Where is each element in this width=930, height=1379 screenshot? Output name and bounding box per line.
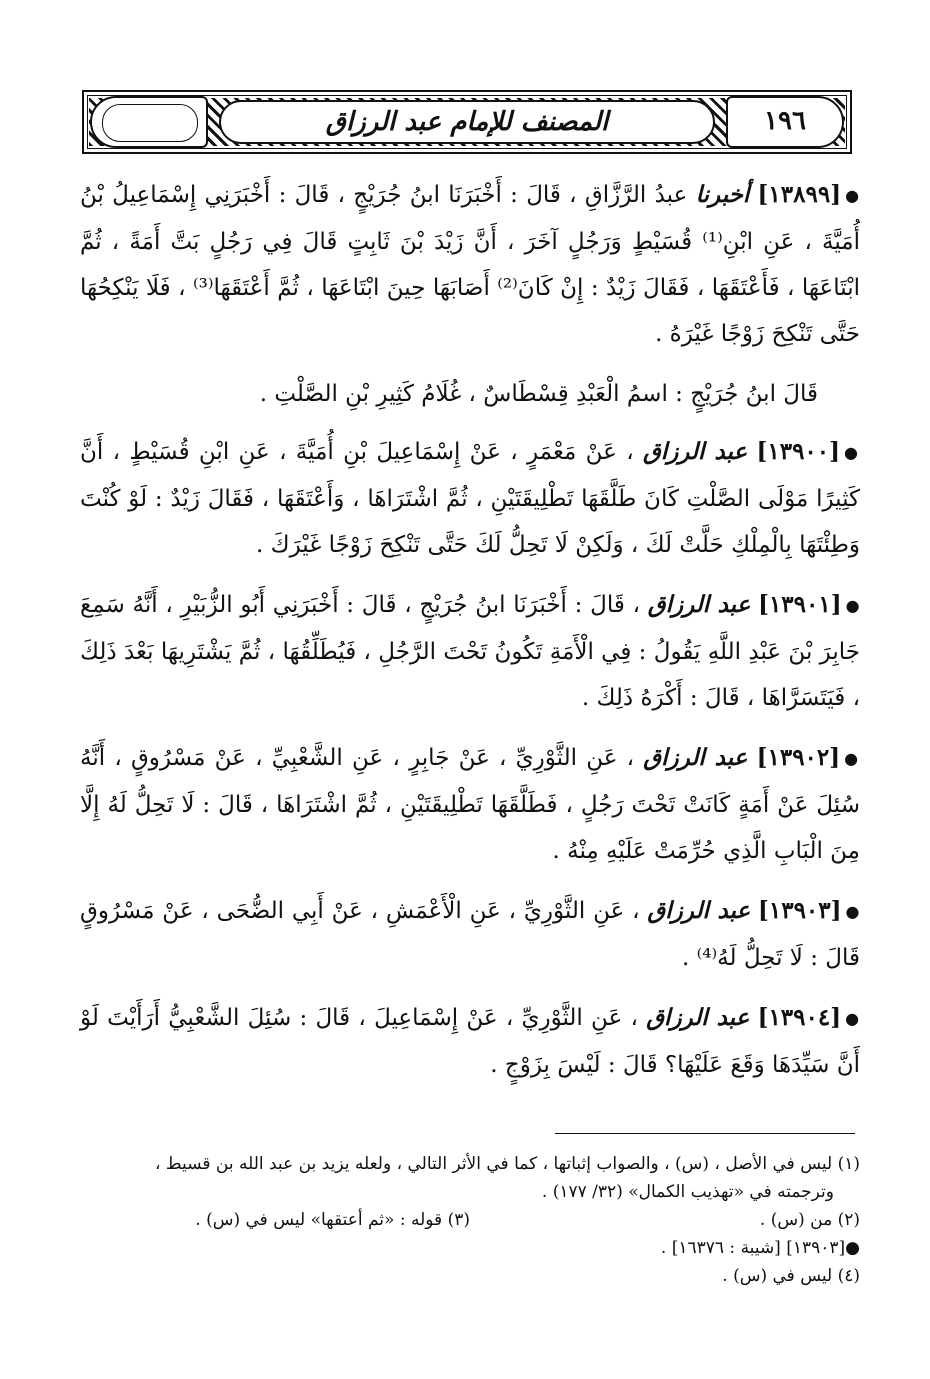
footnote-4: (٤) ليس في (س) . <box>722 1266 860 1286</box>
entry-text: ، عَنِ الثَّوْرِيِّ ، عَنْ جَابِرٍ ، عَنِ الشَّعْبِيِّ ، عَنْ مَسْرُوقٍ ، أَنَّهُ سُئِلَ عَنْ أَمَةٍ كَانَتْ تَحْتَ رَجُلٍ ، فَطَلَّقَهَا تَطْلِيقَتَيْنِ ، ثُمَّ اشْتَرَاهَا ، قَالَ : لَا تَحِلُّ لَهُ إِلَّا مِنَ الْبَابِ الَّذِي حُرِّمَتْ عَلَيْهِ مِنْهُ . <box>80 745 860 864</box>
entry-number: [١٣٩٠١] <box>758 591 842 618</box>
entry-text: ، قَالَ : أَخْبَرَنَا ابنُ جُرَيْجٍ ، قَالَ : أَخْبَرَنِي أَبُو الزُّبَيْرِ ، أَنَّهُ سَمِعَ جَابِرَ بْنَ عَبْدِ اللَّهِ يَقُولُ : فِي الْأَمَةِ تَكُونُ تَحْتَ الرَّجُلِ ، فَيُطَلِّقُهَا ، ثُمَّ يَشْتَرِيهَا بَعْدَ ذَلِكَ ، فَيَتَسَرَّاهَا ، قَالَ : أَكْرَهُ ذَلِكَ . <box>80 592 860 711</box>
footnotes <box>80 1150 860 1290</box>
entry-number: [١٣٩٠٢] <box>756 744 841 771</box>
entry-number: [١٣٨٩٩] <box>757 181 842 208</box>
entry-number: [١٣٩٠٠] <box>756 438 841 465</box>
bullet-icon: ● <box>845 596 860 615</box>
entry-text: ، عَنِ الثَّوْرِيِّ ، عَنِ الْأَعْمَشِ ، عَنْ أَبِي الضُّحَى ، عَنْ مَسْرُوقٍ قَالَ : لَا تَحِلُّ لَهُ⁽⁴⁾ . <box>80 898 860 971</box>
note-text: قَالَ ابنُ جُرَيْجٍ : اسمُ الْعَبْدِ قِسْطَاسٌ ، غُلَامُ كَثِيرِ بْنِ الصَّلْتِ . <box>259 381 818 407</box>
bullet-icon: ● <box>845 902 861 921</box>
bullet-icon: ● <box>844 749 861 768</box>
bullet-icon: ● <box>845 1009 861 1028</box>
page-number-box <box>726 96 844 148</box>
entry-source: أخبرنا <box>695 181 750 208</box>
page-number: ١٩٦ <box>764 106 806 136</box>
entry-source: عبد الرزاق <box>647 591 751 618</box>
footnote-1: (١) ليس في الأصل ، (س) ، والصواب إثباتها ، كما في الأثر التالي ، ولعله يزيد بن عبد الله بن قسيط ، <box>155 1154 860 1174</box>
footnote-row <box>80 1206 860 1234</box>
entry-13899 <box>80 172 860 357</box>
title-box <box>219 100 715 144</box>
entry-text: ، عَنْ مَعْمَرٍ ، عَنْ إِسْمَاعِيلَ بْنِ أُمَيَّةَ ، عَنِ ابْنِ قُسَيْطٍ ، أَنَّ كَثِيرًا مَوْلَى الصَّلْتِ كَانَ طَلَّقَهَا تَطْلِيقَتَيْنِ ، ثُمَّ اشْتَرَاهَا ، وَأَعْتَقَهَا ، فَقَالَ زَيْدٌ : لَوْ كُنْتَ وَطِئْتَهَا بِالْمِلْكِ حَلَّتْ لَكَ ، وَلَكِنْ لَا تَحِلُّ لَكَ حَتَّى تَنْكِحَ زَوْجًا غَيْرَكَ . <box>80 439 860 558</box>
bullet-icon: ● <box>845 1238 860 1258</box>
entry-13900 <box>80 429 860 568</box>
entry-number: [١٣٩٠٤] <box>757 1004 842 1031</box>
bullet-icon: ● <box>844 443 860 462</box>
entry-13903 <box>80 888 860 981</box>
book-title: المصنف للإمام عبد الرزاق <box>325 107 609 137</box>
footnote-3: (٣) قوله : «ثم أعتقها» ليس في (س) . <box>195 1210 470 1230</box>
seal-logo <box>102 104 198 142</box>
footnote-2: (٢) من (س) . <box>759 1210 860 1230</box>
header-seal <box>90 96 208 148</box>
entry-source: عبد الرزاق <box>647 897 751 924</box>
entry-source: عبد الرزاق <box>646 1004 750 1031</box>
entry-text: ، عَنِ الثَّوْرِيِّ ، عَنْ إِسْمَاعِيلَ ، قَالَ : سُئِلَ الشَّعْبِيُّ أَرَأَيْتَ لَوْ أَنَّ سَيِّدَهَا وَقَعَ عَلَيْهَا؟ قَالَ : لَيْسَ بِزَوْجٍ . <box>80 1005 860 1078</box>
entry-source: عبد الرزاق <box>642 438 748 465</box>
entry-note <box>80 371 860 417</box>
footnote-reference <box>80 1234 860 1262</box>
footnote-1-continued: وترجمته في «تهذيب الكمال» (٣٢/ ١٧٧) . <box>541 1182 834 1202</box>
entry-13902 <box>80 735 860 874</box>
entry-number: [١٣٩٠٣] <box>757 897 842 924</box>
reference-text: [١٣٩٠٣] [شيبة : ١٦٣٧٦] . <box>660 1238 846 1258</box>
main-text <box>80 172 860 1102</box>
page-header <box>82 90 852 154</box>
entry-13901 <box>80 582 860 721</box>
entry-text: عبدُ الرَّزَّاقِ ، قَالَ : أَخْبَرَنَا ابنُ جُرَيْجٍ ، قَالَ : أَخْبَرَنِي إِسْمَاعِيلُ بْنُ أُمَيَّةَ ، عَنِ ابْنِ⁽¹⁾ قُسَيْطٍ وَرَجُلٍ آخَرَ ، أَنَّ زَيْدَ بْنَ ثَابِتٍ قَالَ فِي رَجُلٍ بَتَّ أَمَةً ، ثُمَّ ابْتَاعَهَا ، فَأَعْتَقَهَا ، فَقَالَ زَيْدٌ : إِنْ كَانَ⁽²⁾ أَصَابَهَا حِينَ ابْتَاعَهَا ، ثُمَّ أَعْتَقَهَا⁽³⁾ ، فَلَا يَنْكِحُهَا حَتَّى تَنْكِحَ زَوْجًا غَيْرَهُ . <box>80 182 860 347</box>
footnote-divider <box>555 1133 855 1134</box>
bullet-icon: ● <box>845 186 861 205</box>
entry-source: عبد الرزاق <box>643 744 748 771</box>
entry-13904 <box>80 995 860 1088</box>
